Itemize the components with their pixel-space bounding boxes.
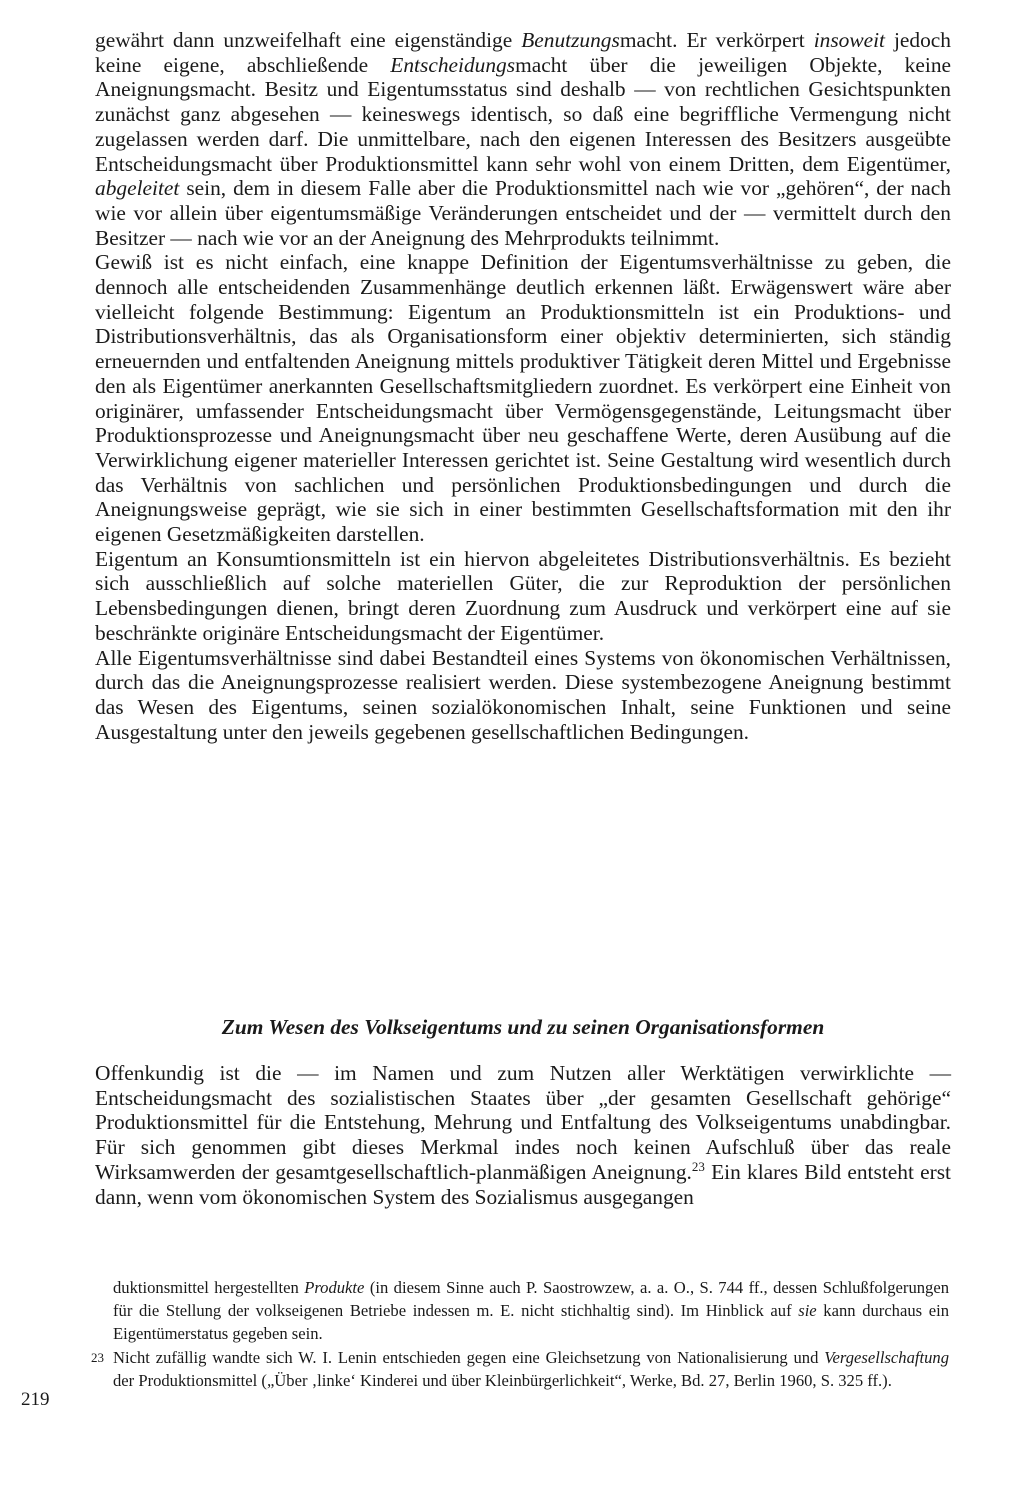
emphasis: sie (798, 1301, 817, 1321)
page-number: 219 (21, 1389, 50, 1410)
footnote-ref: 23 (691, 1158, 705, 1174)
paragraph-system: Alle Eigentumsverhältnisse sind dabei Bestandteil eines Systems von ökonomischen Verhältnissen, durch das die Aneignungsprozesse realisiert werden. Diese systembezogene Aneignung bestimmt das Wesen des Eigentums, seinen sozialökonomischen Inhalt, seine Funktionen und seine Ausgestaltung unter den jeweils gegebenen gesellschaftlichen Bedingungen. (95, 645, 951, 744)
emphasis: Vergesellschaftung (824, 1347, 949, 1367)
paragraph-besitz: gewährt dann unzweifelhaft eine eigenständige Benutzungsmacht. Er verkörpert insoweit jedoch keine eigene, abschließende Entscheidungsmacht über die jeweiligen Objekte, keine Aneignungsmacht. Besitz und Eigentumsstatus sind deshalb — von rechtlichen Gesichtspunkten zunächst ganz abgesehen — keineswegs identisch, so daß eine begriffliche Vermengung nicht zugelassen werden darf. Die unmittelbare, nach den eigenen Interessen des Besitzers ausgeübte Entscheidungsmacht über Produktionsmittel kann sehr wohl von einem Dritten, dem Eigentümer, abgeleitet sein, dem in diesem Falle aber die Produktionsmittel nach wie vor „gehören“, der nach wie vor allein über eigentumsmäßige Veränderungen entscheidet und der — vermittelt durch den Besitzer — nach wie vor an der Aneignung des Mehrprodukts teilnimmt. (95, 28, 952, 250)
paragraph-definition: Gewiß ist es nicht einfach, eine knappe Definition der Eigentumsverhältnisse zu geben, die dennoch alle entscheidenden Zusammenhänge deutlich erkennen läßt. Erwägenswert wäre aber vielleicht folgende Bestimmung: Eigentum an Produktionsmitteln ist ein Produktions- und Distributionsverhältnis, das als Organisationsform einer objektiv determinierten, sich ständig erneuernden und entfaltenden Aneignung mittels produktiver Tätigkeit deren Mittel und Ergebnisse den als Eigentümer anerkannten Gesellschaftsmitgliedern zuordnet. Es verkörpert eine Einheit von originärer, umfassender Entscheidungsmacht über Vermögensgegenstände, Leitungsmacht über Produktionsprozesse und Aneignungsmacht über neu geschaffene Werte, deren Ausübung auf die Verwirklichung eigener materieller Interessen gerichtet ist. Seine Gestaltung wird wesentlich durch das Verhältnis von sachlichen und persönlichen Produktionsbedingungen und durch die Aneignungsweise geprägt, wie sie sich in einer bestimmten Gesellschaftsformation mit den ihr eigenen Gesetzmäßigkeiten darstellen. (95, 250, 951, 547)
footnote-23-text: Nicht zufällig wandte sich W. I. Lenin entschieden gegen eine Gleichsetzung von Nationalisierung und Vergesellschaftung der Produktionsmittel („Über ‚linke‘ Kinderei und über Kleinbürgerlichkeit“, Werke, Bd. 27, Berlin 1960, S. 325 ff.). (113, 1347, 949, 1390)
emphasis: Benutzungs (521, 28, 620, 52)
section-heading: Zum Wesen des Volkseigentums und zu seinen Organisationsformen (221, 1015, 825, 1039)
emphasis: Produkte (304, 1278, 365, 1297)
section-body (95, 1061, 951, 1209)
emphasis: Entscheidungs (390, 52, 516, 77)
footnote-continuation: duktionsmittel hergestellten Produkte (in diesem Sinne auch P. Saostrowzew, a. a. O., S. 744 ff., dessen Schlußfolgerungen für die Stellung der volkseigenen Betriebe indessen m. E. nicht stichhaltig sind). Im Hinblick auf sie kann durchaus ein Eigentümerstatus gegeben sein. (113, 1278, 950, 1344)
footnotes (91, 1276, 950, 1392)
paragraph-volkseigentum: Offenkundig ist die — im Namen und zum Nutzen aller Werktätigen verwirklichte — Entscheidungsmacht des sozialistischen Staates über „der gesamten Gesellschaft gehörige“ Produktionsmittel für die Entstehung, Mehrung und Entfaltung des Volkseigentums unabdingbar. Für sich genommen gibt dieses Merkmal indes noch keinen Aufschluß über das reale Wirksamwerden der gesamtgesellschaftlich-planmäßigen Aneignung.$^{23}$ Ein klares Bild entsteht erst dann, wenn vom ökonomischen System des Sozialismus ausgegangen (95, 1061, 951, 1209)
emphasis: abgeleitet (95, 176, 180, 201)
footnote-number: 23 (91, 1349, 104, 1365)
emphasis: insoweit (813, 28, 885, 52)
footnote-23 (91, 1346, 949, 1392)
page-body (91, 28, 952, 1390)
paragraph-konsumtionsmittel: Eigentum an Konsumtionsmitteln ist ein hiervon abgeleitetes Distributionsverhältnis. Es bezieht sich ausschließlich auf solche materiellen Güter, die zur Reproduktion der persönlichen Lebensbedingungen dienen, bringt deren Zuordnung zum Ausdruck und verkörpert eine auf sie beschränkte originäre Entscheidungsmacht der Eigentümer. (95, 546, 951, 645)
